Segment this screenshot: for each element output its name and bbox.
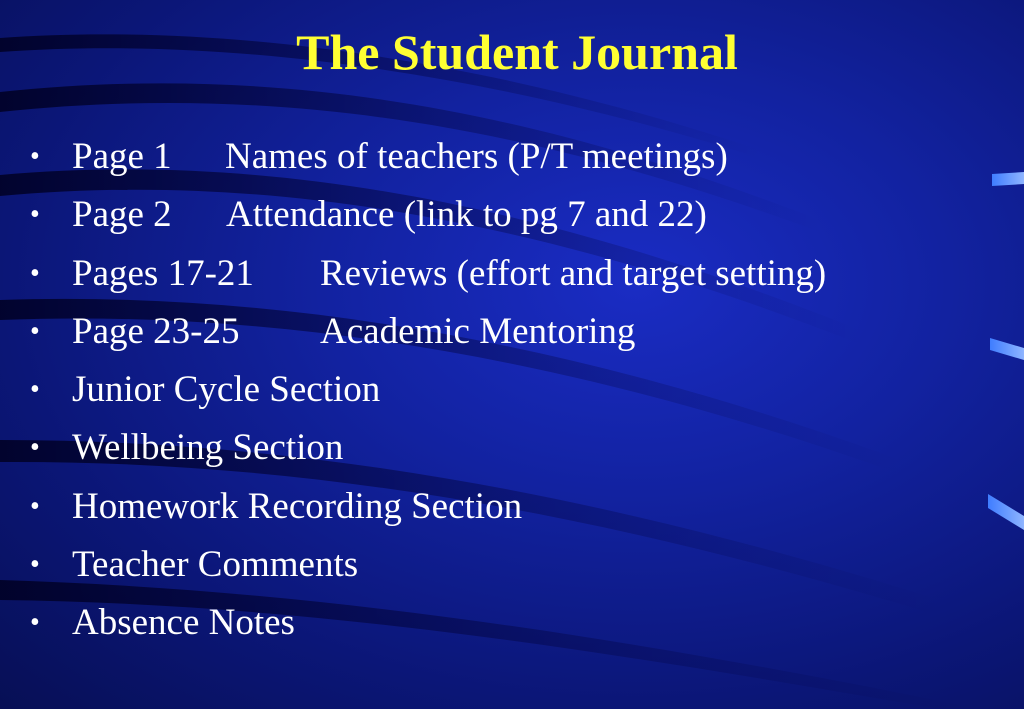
bullet-icon: •: [30, 315, 40, 347]
bullet-detail: Academic Mentoring: [320, 310, 636, 352]
bullet-icon: •: [30, 257, 40, 289]
bullet-icon: •: [30, 607, 40, 639]
bullet-icon: •: [30, 374, 40, 406]
bullet-detail: Attendance (link to pg 7 and 22): [226, 194, 707, 236]
bullet-label: Page 23-25: [72, 310, 240, 352]
bullet-label: Junior Cycle Section: [72, 369, 381, 411]
bullet-label: Page 1: [72, 136, 172, 177]
bullet-icon: •: [30, 549, 40, 581]
bullet-label: Wellbeing Section: [72, 427, 344, 469]
bullet-icon: •: [30, 490, 40, 522]
bullet-icon: •: [30, 199, 40, 231]
bullet-icon: •: [30, 141, 40, 172]
bullet-label: Homework Recording Section: [72, 485, 523, 527]
bullet-label: Pages 17-21: [72, 252, 254, 294]
bullet-label: Absence Notes: [72, 602, 295, 644]
slide-title: The Student Journal: [296, 24, 738, 80]
bullet-detail: Reviews (effort and target setting): [320, 252, 827, 294]
bullet-label: Teacher Comments: [72, 544, 359, 586]
bullet-label: Page 2: [72, 194, 172, 236]
bullet-detail: Names of teachers (P/T meetings): [225, 136, 728, 177]
bullet-icon: •: [30, 432, 40, 464]
